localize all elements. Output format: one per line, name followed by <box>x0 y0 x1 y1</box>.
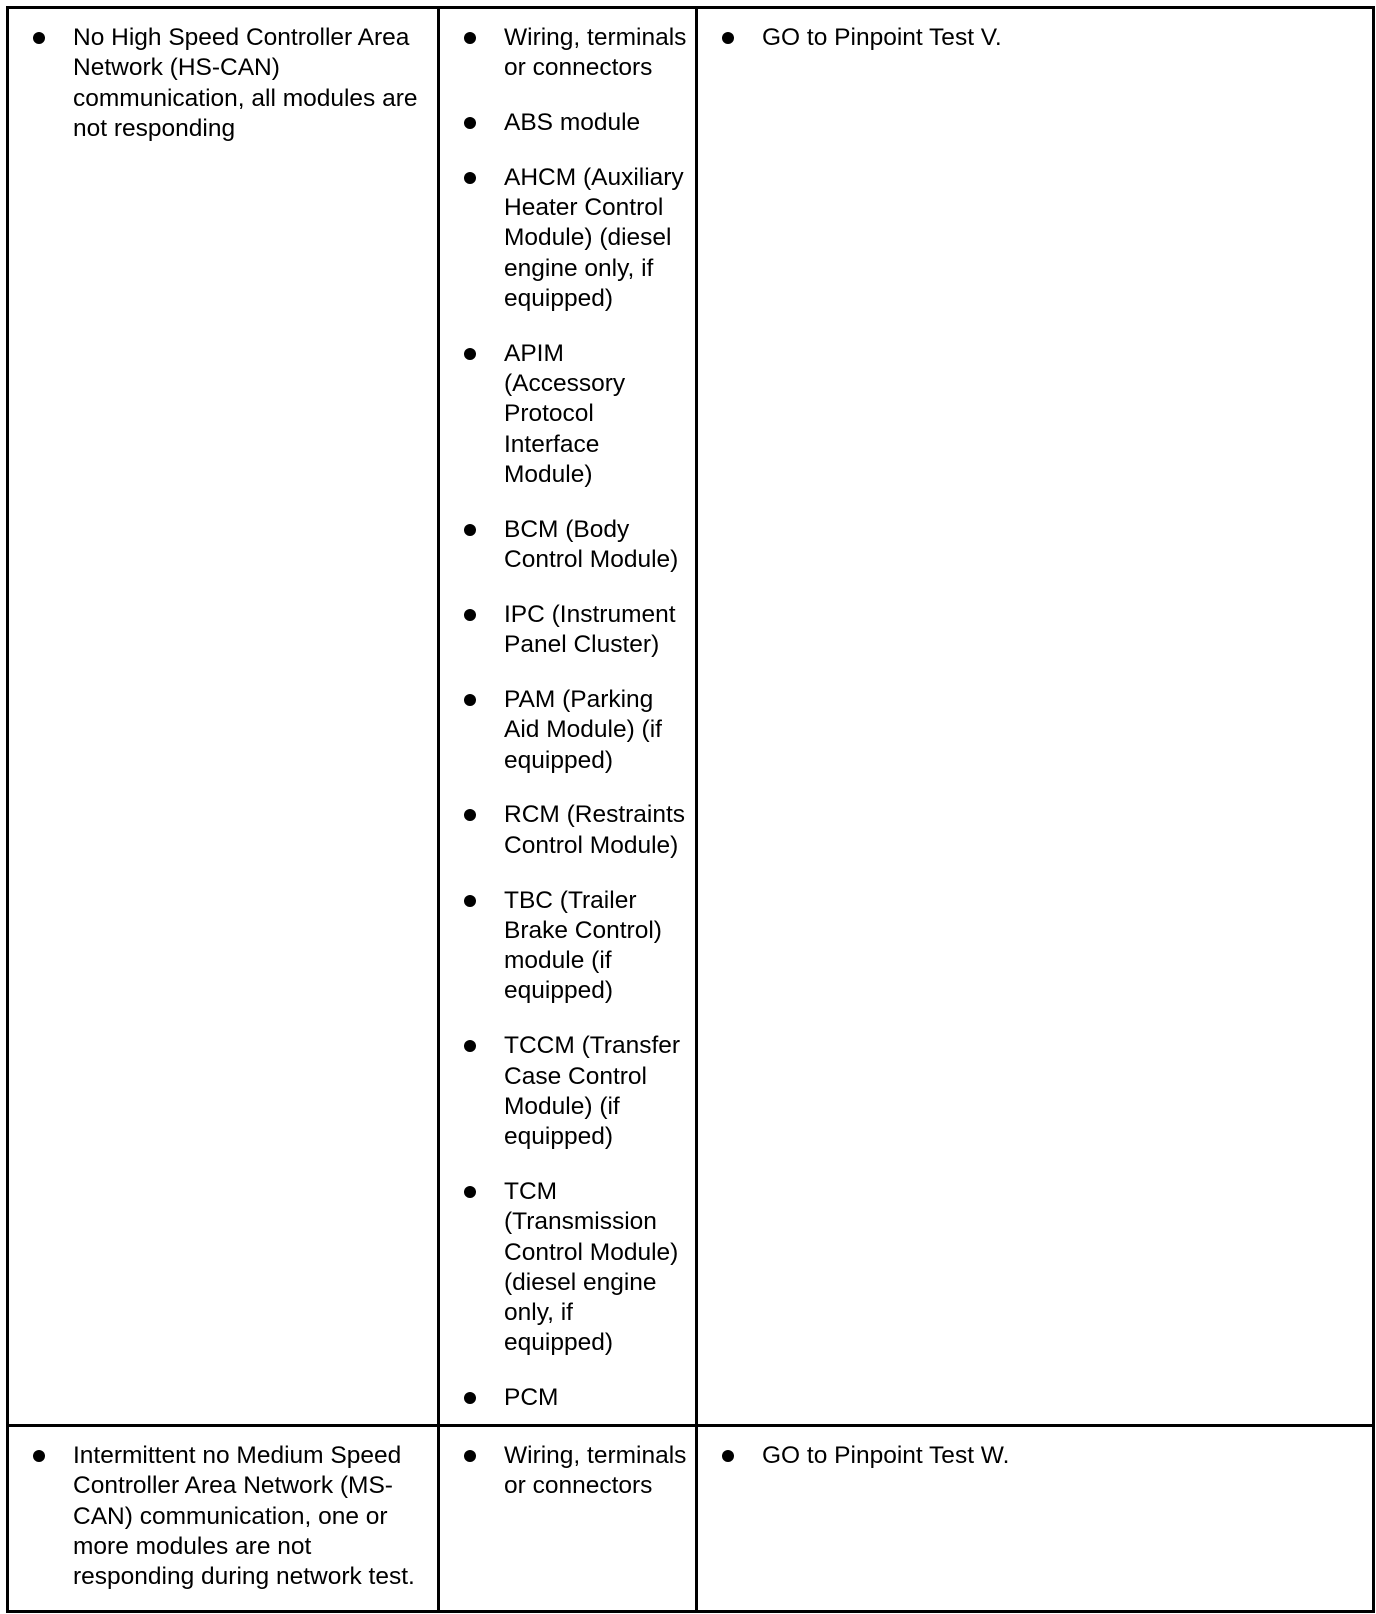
bullet-icon <box>464 172 476 184</box>
bullet-icon <box>464 609 476 621</box>
bullet-icon <box>464 117 476 129</box>
bullet-icon <box>722 1450 734 1462</box>
source-text: RCM (Restraints Control Module) <box>504 801 686 859</box>
possible-sources-cell <box>439 8 697 1426</box>
list-item <box>448 1441 687 1502</box>
source-text: Wiring, terminals or connectors <box>504 1442 687 1500</box>
list-item <box>448 515 687 576</box>
symptom-chart-table <box>6 6 1375 1613</box>
condition-cell <box>8 1426 439 1612</box>
list-item <box>17 1441 429 1592</box>
source-text: TCM (Transmission Control Module) (diesel engine only, if equipped) <box>504 1177 679 1357</box>
action-text: GO to Pinpoint Test W. <box>762 1442 1010 1469</box>
bullet-icon <box>464 524 476 536</box>
source-text: PCM <box>504 1384 559 1412</box>
list-item <box>448 886 687 1007</box>
list-item <box>448 600 687 661</box>
source-text: AHCM (Auxiliary Heater Control Module) (diesel engine only, if equipped) <box>504 163 684 313</box>
source-text: IPC (Instrument Panel Cluster) <box>504 600 676 659</box>
source-text: TBC (Trailer Brake Control) module (if equipped) <box>504 886 662 1005</box>
bullet-icon <box>33 1450 45 1462</box>
list-item <box>448 1177 687 1359</box>
action-text: GO to Pinpoint Test V. <box>762 24 1002 51</box>
source-text: TCCM (Transfer Case Control Module) (if equipped) <box>504 1032 681 1151</box>
list-item <box>706 1441 1364 1471</box>
bullet-icon <box>464 809 476 821</box>
list-item <box>448 685 687 776</box>
possible-sources-cell <box>439 1426 697 1612</box>
list-item <box>448 1383 687 1413</box>
source-text: ABS module <box>504 109 641 137</box>
condition-text: Intermittent no Medium Speed Controller Area Network (MS-CAN) communication, one or more modules are not responding during network test. <box>73 1442 415 1591</box>
list-item <box>448 800 687 861</box>
source-text: Wiring, terminals or connectors <box>504 24 687 82</box>
list-item <box>17 23 429 144</box>
bullet-icon <box>464 1040 476 1052</box>
bullet-icon <box>464 694 476 706</box>
bullet-icon <box>33 32 45 44</box>
bullet-icon <box>722 32 734 44</box>
table-row <box>8 1426 1374 1612</box>
list-item <box>448 1031 687 1152</box>
action-cell <box>697 1426 1374 1612</box>
table-row <box>8 8 1374 1426</box>
bullet-icon <box>464 1186 476 1198</box>
bullet-icon <box>464 32 476 44</box>
source-text: PAM (Parking Aid Module) (if equipped) <box>504 686 662 774</box>
list-item <box>706 23 1364 53</box>
condition-text: No High Speed Controller Area Network (HS-CAN) communication, all modules are not responding <box>73 24 418 142</box>
list-item <box>448 339 687 490</box>
list-item <box>448 108 687 138</box>
source-text: APIM (Accessory Protocol Interface Module) <box>504 339 626 489</box>
bullet-icon <box>464 1450 476 1462</box>
list-item <box>448 163 687 314</box>
bullet-icon <box>464 348 476 360</box>
list-item <box>448 23 687 84</box>
action-cell <box>697 8 1374 1426</box>
source-text: BCM (Body Control Module) <box>504 515 679 574</box>
bullet-icon <box>464 895 476 907</box>
condition-cell <box>8 8 439 1426</box>
bullet-icon <box>464 1392 476 1404</box>
